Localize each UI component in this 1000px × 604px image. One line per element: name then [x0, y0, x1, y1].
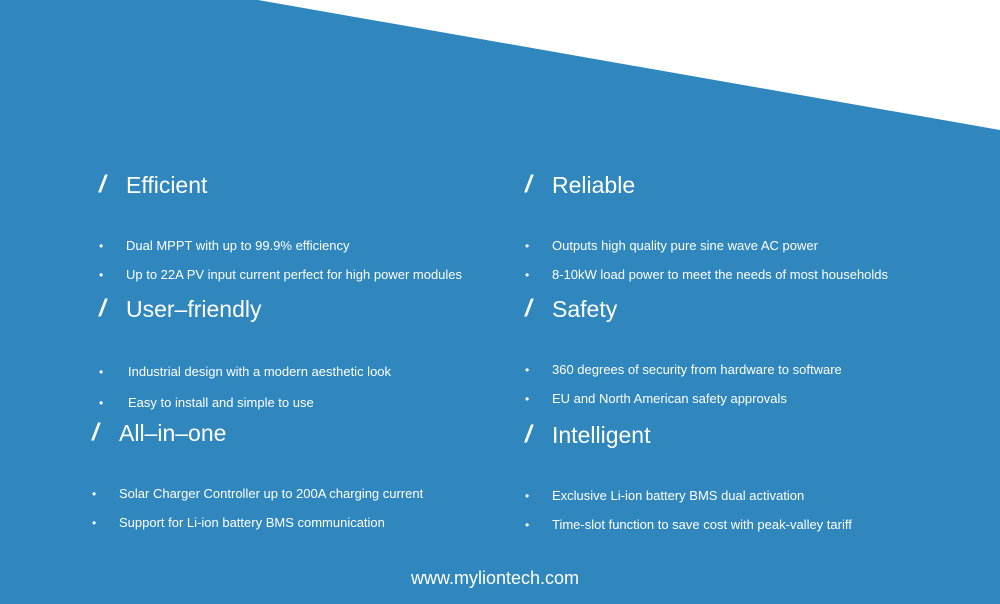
slash-icon: / — [525, 295, 532, 322]
feature-title: All–in–one — [119, 420, 227, 446]
bullet-icon: • — [525, 239, 530, 253]
bullet-icon: • — [99, 268, 104, 282]
bullet-icon: • — [99, 365, 104, 379]
bullet-icon: • — [92, 487, 97, 501]
feature-title: User–friendly — [126, 296, 262, 322]
bullet-icon: • — [99, 396, 104, 410]
bullet-icon: • — [92, 516, 97, 530]
bullet-icon: • — [525, 518, 530, 532]
feature-title: Intelligent — [552, 422, 651, 448]
feature-title: Efficient — [126, 172, 208, 198]
website-url[interactable]: www.myliontech.com — [410, 568, 580, 588]
slash-icon: / — [92, 419, 99, 446]
feature-title: Safety — [552, 296, 618, 322]
bullet-icon: • — [99, 239, 104, 253]
feature-title: Reliable — [552, 172, 636, 198]
slash-icon: / — [525, 171, 532, 198]
bullet-icon: • — [525, 268, 530, 282]
slash-icon: / — [99, 171, 106, 198]
bullet-icon: • — [525, 392, 530, 406]
bullet-icon: • — [525, 489, 530, 503]
bullet-icon: • — [525, 363, 530, 377]
slash-icon: / — [525, 421, 532, 448]
slash-icon: / — [99, 295, 106, 322]
